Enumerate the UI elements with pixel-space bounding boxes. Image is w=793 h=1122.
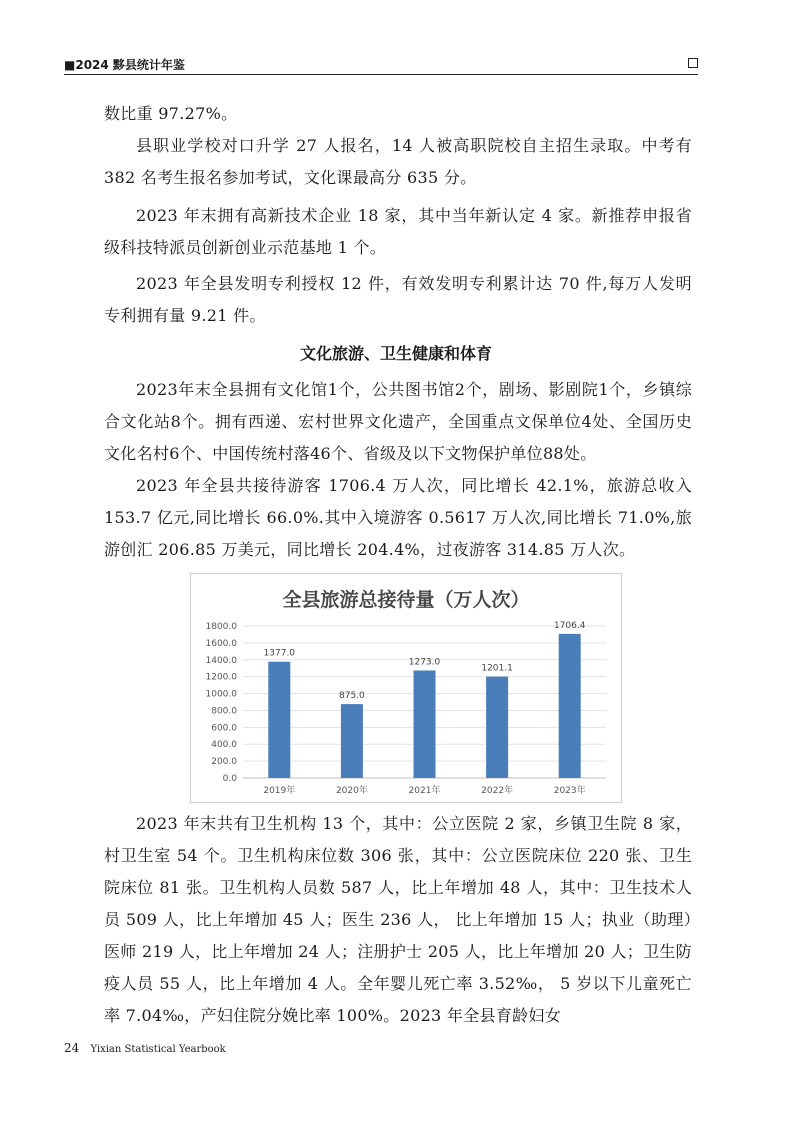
x-tick-label: 2023年 — [553, 786, 586, 796]
tourism-chart — [190, 573, 622, 803]
y-tick-label: 1800.0 — [205, 622, 237, 632]
page-number: 24 — [64, 1041, 80, 1055]
x-tick-label: 2022年 — [481, 786, 514, 796]
paragraph-patents: 2023 年全县发明专利授权 12 件，有效发明专利累计达 70 件,每万人发明专利拥有量 9.21 件。 — [104, 274, 692, 325]
header-title: ■2024 黟县统计年鉴 — [64, 58, 185, 72]
data-label: 1706.4 — [553, 620, 586, 631]
bar-2023年 — [559, 634, 581, 778]
y-tick-label: 1400.0 — [205, 655, 237, 666]
y-tick-label: 600.0 — [211, 723, 237, 734]
running-header — [64, 58, 698, 75]
paragraph-culture: 2023年末全县拥有文化馆1个，公共图书馆2个，剧场、影剧院1个，乡镇综合文化站8个。拥有西递、宏村世界文化遗产，全国重点文保单位4处、全国历史文化名村6个、中国传统村落46个、省级及以下文物保护单位88处。 — [104, 380, 692, 463]
bar-2019年 — [268, 662, 290, 778]
x-tick-label: 2021年 — [408, 786, 441, 796]
data-label: 1201.1 — [481, 663, 513, 674]
y-tick-label: 400.0 — [211, 740, 237, 751]
bar-2021年 — [414, 671, 436, 778]
data-label: 875.0 — [339, 691, 365, 702]
y-tick-label: 800.0 — [211, 706, 237, 717]
y-tick-label: 1000.0 — [205, 689, 237, 700]
page-footer — [64, 1040, 226, 1056]
publication-name: Yixian Statistical Yearbook — [90, 1044, 226, 1055]
paragraph-high-tech: 2023 年末拥有高新技术企业 18 家，其中当年新认定 4 家。新推荐申报省级科技特派员创新创业示范基地 1 个。 — [104, 206, 692, 257]
y-tick-label: 1200.0 — [205, 672, 237, 683]
y-tick-label: 0.0 — [222, 774, 237, 784]
paragraph-continuation: 数比重 97.27%。 — [104, 104, 238, 123]
bar-2022年 — [486, 677, 508, 778]
data-label: 1273.0 — [408, 657, 441, 668]
paragraph-vocational-school: 县职业学校对口升学 27 人报名，14 人被高职院校自主招生录取。中考有 382 名考生报名参加考试，文化课最高分 635 分。 — [104, 136, 692, 187]
header-square-icon — [688, 58, 698, 68]
x-tick-label: 2019年 — [263, 786, 296, 796]
paragraph-tourism: 2023 年全县共接待游客 1706.4 万人次，同比增长 42.1%，旅游总收入 153.7 亿元,同比增长 66.0%.其中入境游客 0.5617 万人次,同比增长 71.0%,旅游创汇 206.85 万美元，同比增长 204.4%，过夜游客 314.85 万人次。 — [104, 476, 692, 559]
chart-title: 全县旅游总接待量（万人次） — [282, 589, 530, 611]
paragraph-health: 2023 年末共有卫生机构 13 个，其中：公立医院 2 家，乡镇卫生院 8 家，村卫生室 54 个。卫生机构床位数 306 张，其中：公立医院床位 220 张、卫生院床位 81 张。卫生机构人员数 587 人，比上年增加 48 人，其中：卫生技术人员 509 人，比上年增加 45 人；医生 236 人， 比上年增加 15 人；执业（助理）医师 219 人，比上年增加 24 人；注册护士 205 人，比上年增加 20 人；卫生防疫人员 55 人，比上年增加 4 人。全年婴儿死亡率 3.52‰， 5 岁以下儿童死亡率 7.04‰，产妇住院分娩比率 100%。2023 年全县育龄妇女 — [104, 814, 692, 1025]
section-title: 文化旅游、卫生健康和体育 — [299, 344, 492, 363]
y-tick-label: 200.0 — [211, 757, 237, 768]
bar-2020年 — [341, 704, 363, 778]
chart-svg — [191, 574, 621, 802]
data-label: 1377.0 — [263, 648, 296, 659]
x-tick-label: 2020年 — [335, 786, 368, 796]
y-tick-label: 1600.0 — [205, 638, 237, 649]
